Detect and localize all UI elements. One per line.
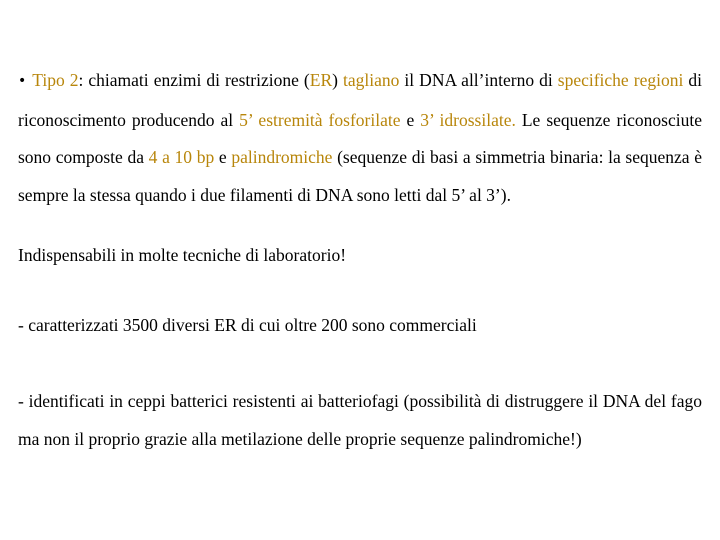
highlight-er: ER: [309, 70, 333, 90]
text-segment: di riconoscimento producendo al: [18, 70, 702, 130]
text-segment: il DNA all’interno di: [399, 70, 558, 90]
text-segment: ): [332, 70, 343, 90]
highlight-palindromiche: palindromiche: [231, 147, 333, 167]
paragraph-indispensabili: Indispensabili in molte tecniche di laboratorio!: [18, 245, 347, 265]
highlight-three-prime: 3’ idrossilate.: [420, 109, 516, 130]
highlight-five-prime: 5’ estremità fosforilate: [239, 109, 401, 130]
highlight-range: 4 a 10 bp: [148, 147, 215, 167]
text-segment: e: [214, 147, 232, 167]
paragraph-identificati: - identificati in ceppi batterici resistenti ai batteriofagi (possibilità di distruggere il DNA del fago ma non il proprio grazie alla metilazione delle proprie sequenze palindromiche!): [18, 391, 702, 449]
highlight-specifiche: specifiche regioni: [557, 70, 684, 90]
text-segment: : chiamati enzimi di restrizione (: [78, 70, 310, 90]
highlight-tipo: Tipo 2: [32, 70, 79, 90]
paragraph-caratterizzati: - caratterizzati 3500 diversi ER di cui oltre 200 sono commerciali: [18, 315, 477, 335]
text-segment: e: [400, 109, 421, 130]
highlight-tagliano: tagliano: [343, 70, 400, 90]
bullet-icon: •: [18, 73, 27, 89]
text-segment: (sequenze di basi a simmetria binaria: la sequenza è sempre la stessa quando i due filamenti di DNA sono letti dal 5’ al 3’).: [18, 147, 702, 205]
paragraph-tipo-2: [18, 62, 702, 214]
text-segment: Le sequenze riconosciute sono composte da: [18, 109, 702, 167]
